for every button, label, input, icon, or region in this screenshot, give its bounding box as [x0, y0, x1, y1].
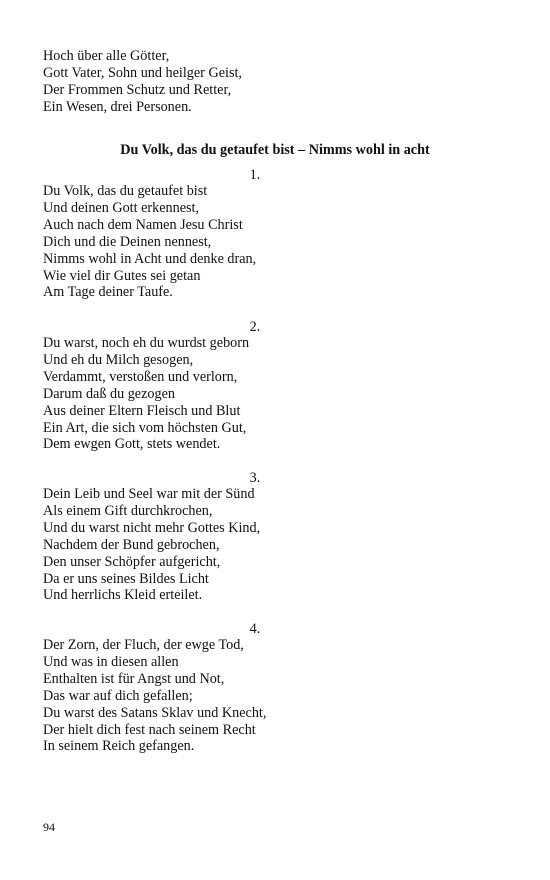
verse-line: Und herrlichs Kleid erteilet. [43, 587, 203, 604]
verse-line: Enthalten ist für Angst und Not, [43, 670, 225, 687]
verse-line: Und was in diesen allen [43, 653, 179, 670]
verse-line: Da er uns seines Bildes Licht [43, 570, 209, 587]
verse-line: Du warst des Satans Sklav und Knecht, [43, 704, 267, 721]
verse-line: Nachdem der Bund gebrochen, [43, 536, 220, 553]
verse-line: Dem ewgen Gott, stets wendet. [43, 436, 221, 453]
verse-line: Nimms wohl in Acht und denke dran, [43, 250, 257, 267]
verse-line: Der Zorn, der Fluch, der ewge Tod, [43, 637, 244, 653]
verse-line: In seinem Reich gefangen. [43, 738, 195, 755]
verse-line: Das war auf dich gefallen; [43, 687, 193, 704]
verse-line: Dein Leib und Seel war mit der Sünd [43, 486, 255, 502]
verse-line: Du warst, noch eh du wurdst geborn [43, 335, 250, 351]
verse-line: Darum daß du gezogen [43, 385, 175, 402]
verse-line: Als einem Gift durchkrochen, [43, 502, 213, 519]
verse-line: Und du warst nicht mehr Gottes Kind, [43, 519, 261, 536]
stanza-number: 3. [249, 470, 261, 486]
verse-line: Ein Art, die sich vom höchsten Gut, [43, 419, 247, 436]
verse-line: Und eh du Milch gesogen, [43, 351, 194, 368]
verse-line: Ein Wesen, drei Personen. [43, 98, 192, 115]
intro-stanza [43, 48, 242, 116]
stanza-number: 4. [249, 621, 261, 637]
page-number: 94 [43, 820, 55, 834]
verse-line: Gott Vater, Sohn und heilger Geist, [43, 64, 242, 81]
stanza-number: 2. [249, 319, 261, 335]
hymn-title: Du Volk, das du getaufet bist – Nimms wohl in acht [120, 142, 430, 158]
verse-line: Auch nach dem Namen Jesu Christ [43, 216, 243, 233]
verse-line: Wie viel dir Gutes sei getan [43, 267, 201, 284]
verse-line: Dich und die Deinen nennest, [43, 233, 212, 250]
verse-line: Verdammt, verstoßen und verlorn, [43, 368, 238, 385]
verse-line: Der Frommen Schutz und Retter, [43, 81, 232, 98]
stanza [43, 486, 260, 604]
verse-line: Der hielt dich fest nach seinem Recht [43, 721, 256, 738]
stanza [43, 183, 256, 301]
verse-line: Du Volk, das du getaufet bist [43, 183, 208, 199]
verse-line: Hoch über alle Götter, [43, 48, 170, 64]
stanza-number: 1. [249, 167, 261, 183]
verse-line: Den unser Schöpfer aufgericht, [43, 553, 221, 570]
stanza [43, 335, 249, 453]
verse-line: Und deinen Gott erkennest, [43, 199, 200, 216]
verse-line: Am Tage deiner Taufe. [43, 284, 173, 301]
verse-line: Aus deiner Eltern Fleisch und Blut [43, 402, 241, 419]
stanza [43, 637, 266, 755]
